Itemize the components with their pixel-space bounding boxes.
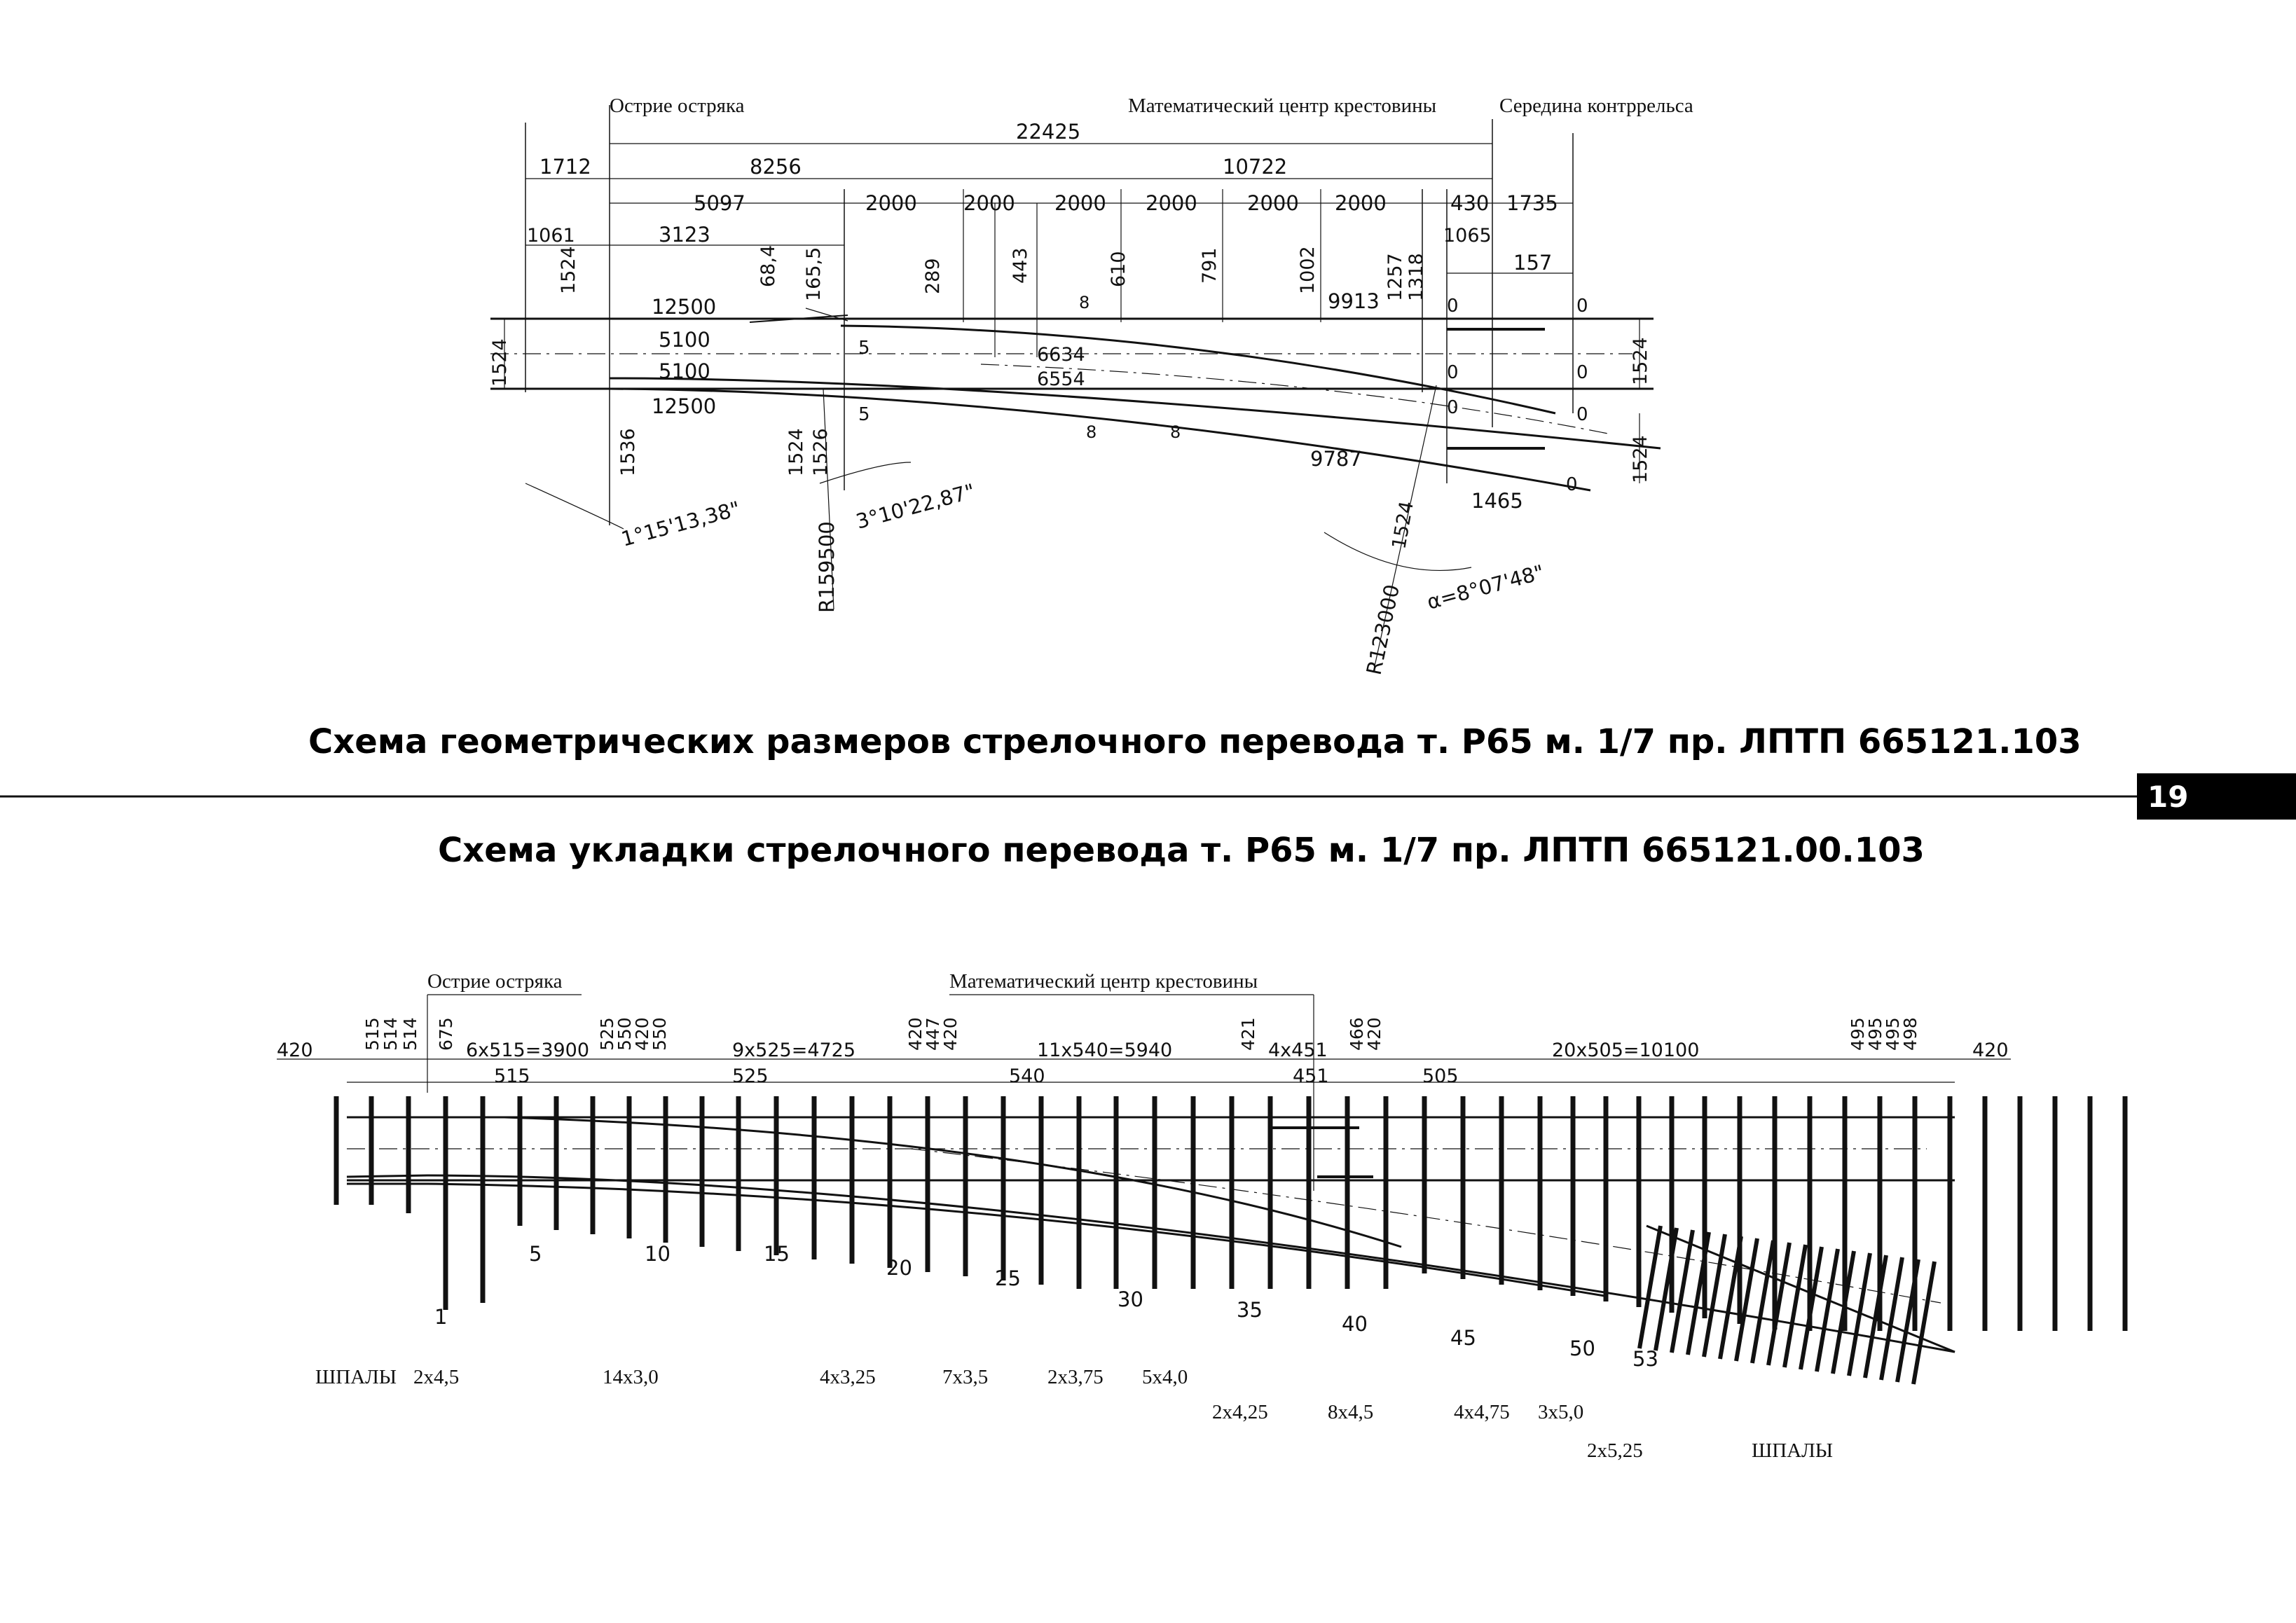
space-514-a: 514 <box>380 1017 401 1051</box>
dim-1536: 1536 <box>617 428 639 476</box>
sleeper-group-label: 2x4,5 <box>413 1366 460 1388</box>
offset-791: 791 <box>1199 247 1221 284</box>
frog-center-label: Математический центр крестовины <box>1128 95 1437 117</box>
space-421: 421 <box>1238 1017 1258 1051</box>
step-540: 540 <box>1009 1065 1045 1087</box>
sleeper-number: 15 <box>764 1242 790 1266</box>
gauge-1524-right-2: 1524 <box>1630 435 1651 483</box>
space-420-left: 420 <box>277 1040 313 1061</box>
dim-3123: 3123 <box>659 223 710 247</box>
dim-1524-lower: 1524 <box>785 428 807 476</box>
dim-5097: 5097 <box>694 191 745 215</box>
space-495-a: 495 <box>1848 1017 1868 1051</box>
dim-8-c: 8 <box>1170 422 1181 442</box>
dim-1061: 1061 <box>527 225 575 247</box>
bottom-frog-center-label: Математический центр крестовины <box>949 970 1258 993</box>
group-6x515: 6x515=3900 <box>466 1040 590 1061</box>
sleeper-group-label: 14x3,0 <box>603 1366 659 1388</box>
space-525-a: 525 <box>597 1017 617 1051</box>
bottom-diagram-title: Схема укладки стрелочного перевода т. Р65 м. 1/7 пр. ЛПТП 665121.00.103 <box>438 831 1925 870</box>
sleeper-number: 45 <box>1450 1326 1476 1350</box>
offset-443: 443 <box>1010 247 1031 284</box>
sleeper-group-label: 2x4,25 <box>1212 1401 1268 1423</box>
dim-9913: 9913 <box>1328 289 1380 313</box>
page-number: 19 <box>2147 780 2189 814</box>
dim-front: 1712 <box>539 155 591 179</box>
dim-8-b: 8 <box>1086 422 1097 442</box>
offset-1318: 1318 <box>1405 253 1427 301</box>
zero-2: 0 <box>1447 362 1459 383</box>
offset-1257: 1257 <box>1384 253 1406 301</box>
bottom-rails <box>347 1117 1955 1352</box>
dim-a-part: 8256 <box>750 155 802 179</box>
group-11x540: 11x540=5940 <box>1037 1040 1173 1061</box>
dim-1065: 1065 <box>1443 225 1492 247</box>
dim-5100-top: 5100 <box>659 328 710 352</box>
angle-1: 1°15'13,38" <box>619 496 743 551</box>
sleeper-group-label: ШПАЛЫ <box>1752 1439 1834 1462</box>
bottom-dimension-lines <box>277 995 2011 1191</box>
dim-6554: 6554 <box>1037 368 1085 390</box>
dim-12500-bottom: 12500 <box>652 394 717 418</box>
sleeper-number: 25 <box>995 1266 1021 1290</box>
space-498: 498 <box>1900 1017 1920 1051</box>
bottom-point-tip-label: Острие остряка <box>427 970 563 993</box>
gauge-1524-left: 1524 <box>489 338 511 387</box>
dim-b-part: 10722 <box>1223 155 1288 179</box>
radius-159500: R159500 <box>815 521 839 613</box>
sleeper-number: 10 <box>645 1242 671 1266</box>
dim-8-a: 8 <box>1079 293 1090 312</box>
space-420-d: 420 <box>1364 1017 1384 1051</box>
sleeper-group-label: 3x5,0 <box>1538 1401 1584 1423</box>
dim-5100-bottom: 5100 <box>659 359 710 383</box>
sleeper-group-label: 7x3,5 <box>942 1366 989 1388</box>
step-451: 451 <box>1293 1065 1329 1087</box>
dim-1735: 1735 <box>1506 191 1558 215</box>
dim-2000-4: 2000 <box>1146 191 1197 215</box>
dim-12500-top: 12500 <box>652 295 717 319</box>
sleeper-number: 30 <box>1118 1287 1143 1311</box>
space-447: 447 <box>923 1017 943 1051</box>
sleeper-group-label: 4x4,75 <box>1454 1401 1510 1423</box>
sleeper-group-label: 2x3,75 <box>1047 1366 1104 1388</box>
bottom-labels <box>277 970 2009 1087</box>
dim-1524-diag: 1524 <box>1388 499 1418 551</box>
sleeper-numbers <box>434 1242 1658 1371</box>
group-20x505: 20x505=10100 <box>1552 1040 1700 1061</box>
group-9x525: 9x525=4725 <box>732 1040 856 1061</box>
top-diagram-labels <box>489 95 1693 677</box>
step-505: 505 <box>1422 1065 1459 1087</box>
space-675: 675 <box>436 1017 456 1051</box>
sleeper-group-label: 2x5,25 <box>1587 1439 1643 1462</box>
dim-2000-2: 2000 <box>963 191 1015 215</box>
step-515: 515 <box>494 1065 530 1087</box>
space-495-b: 495 <box>1865 1017 1885 1051</box>
sleeper-group-label: 5x4,0 <box>1142 1366 1188 1388</box>
zero-6: 0 <box>1576 404 1588 425</box>
dim-5-top: 5 <box>858 338 870 359</box>
offset-1002: 1002 <box>1297 246 1319 294</box>
space-420-b: 420 <box>905 1017 926 1051</box>
dim-2000-6: 2000 <box>1335 191 1387 215</box>
sleeper-groups <box>315 1366 1833 1462</box>
dim-2000-3: 2000 <box>1054 191 1106 215</box>
offset-165: 165,5 <box>803 247 825 301</box>
zero-1: 0 <box>1447 296 1459 317</box>
zero-3: 0 <box>1447 397 1459 418</box>
sleeper-group-label: ШПАЛЫ <box>315 1366 397 1388</box>
offset-68: 68,4 <box>757 244 779 287</box>
dim-6634: 6634 <box>1037 344 1085 366</box>
zero-7: 0 <box>1566 474 1578 495</box>
dim-total: 22425 <box>1016 120 1081 144</box>
sleeper-number: 5 <box>529 1242 542 1266</box>
sleeper-number: 35 <box>1237 1298 1263 1322</box>
angle-2: 3°10'22,87" <box>853 478 978 534</box>
angle-alpha: α=8°07'48" <box>1424 560 1547 614</box>
radius-123000: R123000 <box>1361 582 1405 677</box>
space-466: 466 <box>1347 1017 1367 1051</box>
offset-610: 610 <box>1108 251 1129 287</box>
offset-1524-front: 1524 <box>558 246 579 294</box>
sleeper-group-label: 8x4,5 <box>1328 1401 1374 1423</box>
sleeper-group-label: 4x3,25 <box>820 1366 876 1388</box>
space-550-a: 550 <box>614 1017 635 1051</box>
top-diagram-title: Схема геометрических размеров стрелочного перевода т. Р65 м. 1/7 пр. ЛПТП 665121.103 <box>308 722 2082 761</box>
dim-157: 157 <box>1513 251 1553 275</box>
sleeper-number: 50 <box>1569 1337 1595 1360</box>
guard-rail-label: Середина контррельса <box>1499 95 1693 117</box>
sleeper-number: 20 <box>886 1256 912 1280</box>
dim-2000-1: 2000 <box>865 191 917 215</box>
dim-9787: 9787 <box>1310 447 1362 471</box>
dim-1465: 1465 <box>1471 489 1523 513</box>
dim-2000-5: 2000 <box>1247 191 1299 215</box>
sleeper-number: 40 <box>1342 1312 1368 1336</box>
group-4x451: 4x451 <box>1268 1040 1328 1061</box>
space-550-b: 550 <box>649 1017 670 1051</box>
space-420-c: 420 <box>940 1017 961 1051</box>
step-525: 525 <box>732 1065 769 1087</box>
sleeper-number: 53 <box>1632 1347 1658 1371</box>
gauge-1524-right-1: 1524 <box>1630 337 1651 385</box>
point-tip-label: Острие остряка <box>610 95 745 117</box>
offset-289: 289 <box>922 258 944 294</box>
space-514-b: 514 <box>400 1017 420 1051</box>
zero-4: 0 <box>1576 296 1588 317</box>
zero-5: 0 <box>1576 362 1588 383</box>
space-495-c: 495 <box>1883 1017 1903 1051</box>
dim-1526: 1526 <box>810 428 832 476</box>
dim-5-bottom: 5 <box>858 404 870 425</box>
sleeper-number: 1 <box>434 1305 448 1329</box>
space-420-a: 420 <box>632 1017 652 1051</box>
dim-430: 430 <box>1450 191 1490 215</box>
space-515: 515 <box>362 1017 383 1051</box>
space-420-right: 420 <box>1972 1040 2009 1061</box>
